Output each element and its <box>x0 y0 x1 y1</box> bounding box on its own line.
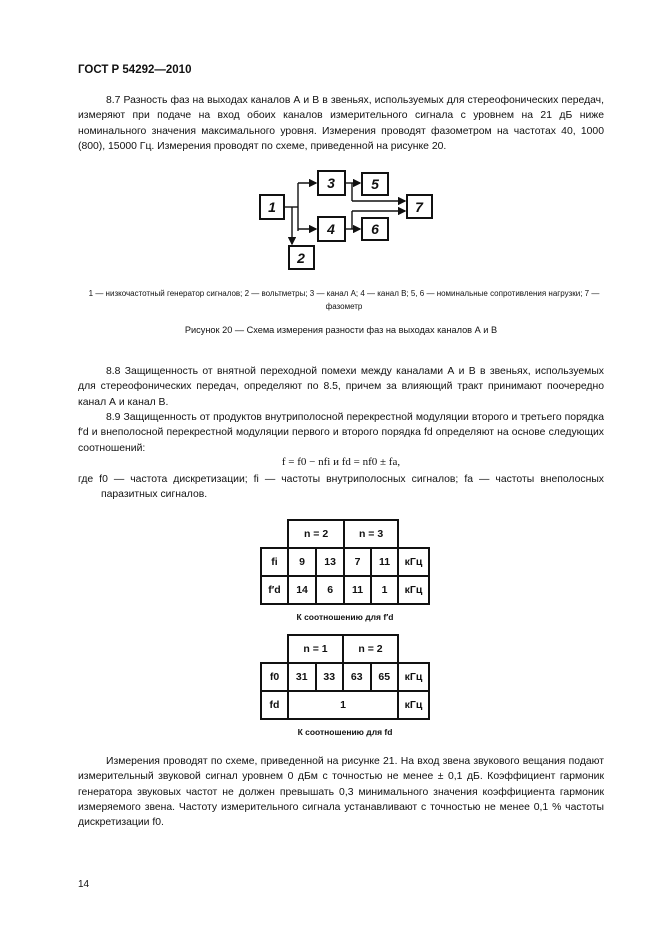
table-2 <box>260 634 430 720</box>
block-7-label: 7 <box>415 199 423 215</box>
table-cell: 31 <box>288 663 316 691</box>
table-1-row-label: f′d <box>261 576 288 604</box>
block-3-label: 3 <box>327 175 335 191</box>
table-cell: 13 <box>316 548 344 576</box>
figure-20-diagram <box>240 165 450 275</box>
closing-paragraph <box>78 754 604 830</box>
table-2-header-n1: n = 1 <box>288 635 343 663</box>
table-cell: 11 <box>344 576 371 604</box>
section-8-8-text: 8.8 Защищенность от внятной переходной помехи между каналами А и В в звеньях, используемых для стереофонических передач, определяют по 8.5, причем за влияющий тракт принимают поочередно канал А и канал В. <box>78 366 604 408</box>
table-cell: 1 <box>371 576 398 604</box>
table-row <box>261 548 429 576</box>
formula-where <box>78 472 604 503</box>
section-8-7 <box>78 93 604 154</box>
table-cell: 1 <box>288 691 398 719</box>
table-1-row-label: fi <box>261 548 288 576</box>
page-number: 14 <box>78 879 90 890</box>
block-6-label: 6 <box>371 221 379 237</box>
table-2-caption: К соотношению для fd <box>297 727 393 737</box>
section-8-9-text: 8.9 Защищенность от продуктов внутриполосной перекрестной модуляции второго и третьего порядка f′d и внеполосной перекрестной модуляции первого и второго порядка fd определяют на основе следующих соотношений: <box>78 412 604 454</box>
block-5-label: 5 <box>371 176 379 192</box>
table-cell: 6 <box>316 576 344 604</box>
figure-20-caption: Рисунок 20 — Схема измерения разности фаз на выходах каналов А и В <box>184 325 498 335</box>
closing-text: Измерения проводят по схеме, приведенной на рисунке 21. На вход звена звукового вещания подают измерительный звуковой сигнал уровнем 0 дБм с точностью не менее ± 0,1 дБ. Коэффициент гармоник генератора звуковых частот не должен превышать 0,3 минимального значения коэффициента гармоник измеряемого звена. Частоту измерительного сигнала устанавливают с точностью не менее 0,1 % частоты дискретизации f0. <box>78 756 604 829</box>
table-row <box>261 576 429 604</box>
table-1-header-n2: n = 2 <box>288 520 344 548</box>
table-cell: 7 <box>344 548 371 576</box>
table-cell: 11 <box>371 548 398 576</box>
table-cell: 9 <box>288 548 316 576</box>
block-4-label: 4 <box>327 221 335 237</box>
table-cell: 63 <box>343 663 371 691</box>
table-unit: кГц <box>398 663 429 691</box>
table-1-corner <box>261 520 288 548</box>
table-row <box>261 691 429 719</box>
table-cell: 65 <box>371 663 399 691</box>
table-unit: кГц <box>398 691 429 719</box>
document-header: ГОСТ Р 54292—2010 <box>78 64 192 76</box>
table-unit: кГц <box>398 576 429 604</box>
table-unit: кГц <box>398 548 429 576</box>
table-1-header-n3: n = 3 <box>344 520 398 548</box>
formula-where-text: где f0 — частота дискретизации; fi — частоты внутриполосных сигналов; fa — частоты внеполосных паразитных сигналов. <box>78 474 604 501</box>
table-1-caption: К соотношению для f′d <box>296 612 394 622</box>
table-cell: 14 <box>288 576 316 604</box>
table-2-header-n2: n = 2 <box>343 635 398 663</box>
table-2-corner <box>261 635 288 663</box>
table-row <box>261 663 429 691</box>
table-2-corner-right <box>398 635 429 663</box>
table-1-corner-right <box>398 520 429 548</box>
block-1-label: 1 <box>268 199 276 215</box>
figure-20-legend: 1 — низкочастотный генератор сигналов; 2 — вольтметры; 3 — канал А; 4 — канал В; 5, 6 — номинальные сопротивления нагрузки; 7 — фазометр <box>88 289 600 311</box>
section-8-7-text: 8.7 Разность фаз на выходах каналов А и В в звеньях, используемых для стереофонических передач, измеряют при подаче на вход обоих каналов измерительного сигнала с уровнем на 21 дБ ниже номинального значения максимального уровня. Измерения проводят фазометром на частотах 40, 1000 (800), 15000 Гц. Измерения проводят по схеме, приведенной на рисунке 20. <box>78 95 604 152</box>
section-8-9 <box>78 410 604 456</box>
table-2-row-label: fd <box>261 691 288 719</box>
section-8-8 <box>78 364 604 410</box>
table-1 <box>260 519 430 605</box>
formula: f = f0 − nfi и fd = nf0 ± fa, <box>281 456 401 468</box>
table-cell: 33 <box>316 663 344 691</box>
table-2-row-label: f0 <box>261 663 288 691</box>
block-2-label: 2 <box>297 250 305 266</box>
